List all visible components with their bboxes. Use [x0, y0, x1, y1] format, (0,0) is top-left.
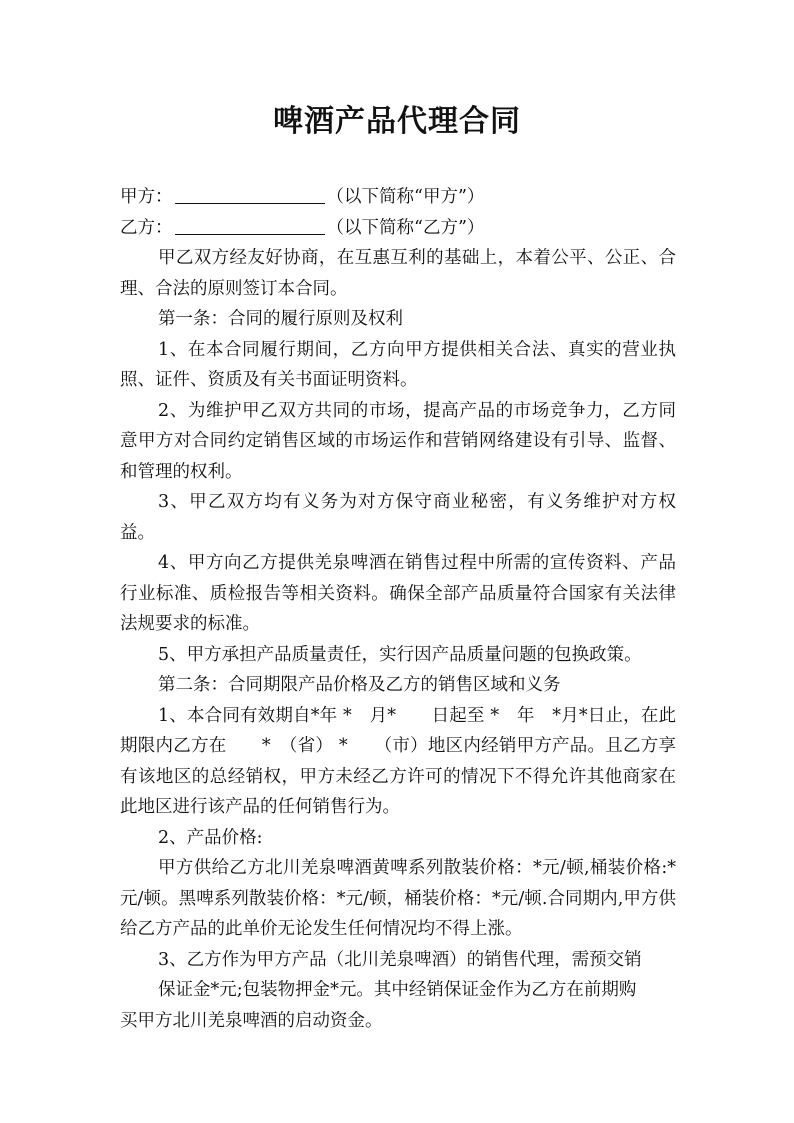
article2-item-2-text: 甲方供给乙方北川羌泉啤酒黄啤系列散装价格：*元/顿,桶装价格:*元/顿。黑啤系列散装价格：*元/顿，桶装价格：*元/顿.合同期内,甲方供给乙方产品的此单价无论发生任何情况均不得上涨。: [120, 858, 676, 939]
party-b-label: 乙方：: [120, 217, 173, 238]
party-b-note: （以下简称“乙方”）: [326, 217, 485, 238]
article2-item-2-heading: 2、产品价格:: [158, 827, 263, 848]
document-body: [120, 182, 676, 1036]
article1-item-5: 5、甲方承担产品质量责任，实行因产品质量问题的包换政策。: [158, 644, 642, 665]
party-b-blank: [175, 214, 325, 235]
article2-item-3-line2: 保证金*元;包装物押金*元。其中经销保证金作为乙方在前期购: [158, 980, 637, 1000]
article2-item-1: 1、本合同有效期自*年 * 月* 日起至 * 年 *月*日止，在此期限内乙方在 * （省） * （市）地区内经销甲方产品。且乙方享有该地区的总经销权，甲方未经乙方许可的情况下不得允许其他商家在此地区进行该产品的任何销售行为。: [120, 705, 676, 817]
article1-item-2: 2、为维护甲乙双方共同的市场，提高产品的市场竞争力，乙方同意甲方对合同约定销售区域的市场运作和营销网络建设有引导、监督、和管理的权利。: [120, 400, 676, 482]
party-a-blank: [175, 183, 325, 204]
article1-item-1: 1、在本合同履行期间，乙方向甲方提供相关合法、真实的营业执照、证件、资质及有关书面证明资料。: [120, 339, 676, 390]
article1-heading: 第一条：合同的履行原则及权利: [158, 309, 403, 329]
party-a-note: （以下简称“甲方”）: [326, 187, 485, 207]
article1-item-4: 4、甲方向乙方提供羌泉啤酒在销售过程中所需的宣传资料、产品行业标准、质检报告等相关资料。确保全部产品质量符合国家有关法律法规要求的标准。: [120, 553, 676, 634]
article2-heading: 第二条：合同期限产品价格及乙方的销售区域和义务: [158, 675, 561, 695]
party-a-label: 甲方：: [120, 187, 173, 207]
party-a-line: [120, 182, 676, 213]
article2-item-3-line3: 买甲方北川羌泉啤酒的启动资金。: [120, 1010, 383, 1031]
party-b-line: [120, 213, 676, 244]
article1-item-3: 3、甲乙双方均有义务为对方保守商业秘密，有义务维护对方权益。: [120, 492, 676, 543]
document-title: 啤酒产品代理合同: [273, 104, 521, 139]
intro-paragraph: 甲乙双方经友好协商，在互惠互利的基础上，本着公平、公正、合理、合法的原则签订本合同。: [120, 248, 676, 299]
article2-item-3-line1: 3、乙方作为甲方产品（北川羌泉啤酒）的销售代理，需预交销: [158, 949, 642, 970]
